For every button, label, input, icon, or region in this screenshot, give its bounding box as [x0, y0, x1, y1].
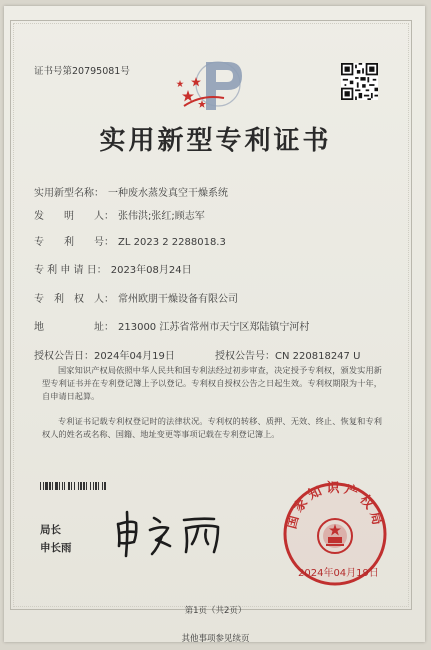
cnipa-logo-icon: [172, 54, 252, 116]
announcement-number-value: CN 220818247 U: [275, 351, 361, 362]
patentee-row: [34, 290, 238, 305]
utility-model-name-value: 一种废水蒸发真空干燥系统: [108, 188, 228, 199]
filing-date-row: [34, 261, 192, 276]
qr-code-icon: [341, 63, 378, 100]
inventor-row: [34, 207, 205, 222]
announcement-date-value: 2024年04月19日: [94, 351, 175, 362]
legal-status-paragraph: 专利证书记载专利权登记时的法律状况。专利权的转移、质押、无效、终止、恢复和专利权人的姓名或名称、国籍、地址变更等事项记载在专利登记簿上。: [42, 416, 382, 439]
utility-model-name-label: 实用新型名称：: [34, 188, 104, 199]
filing-date-label: 专 利 申 请 日：: [34, 265, 107, 276]
inventor-value: 张伟洪;张红;顾志军: [118, 211, 205, 222]
seal-text: 国家知识产权局: [284, 481, 386, 531]
certificate-number: 证书号第20795081号: [34, 66, 130, 77]
address-label: 地 址：: [34, 322, 114, 333]
inventor-label: 发 明 人：: [34, 211, 114, 222]
patent-number-label: 专 利 号：: [34, 237, 114, 248]
patentee-label: 专 利 权 人：: [34, 294, 114, 305]
announcement-date-label: 授权公告日：: [34, 351, 94, 362]
announcement-date-row: [34, 347, 175, 362]
utility-model-name-row: [34, 184, 228, 199]
signatory-name: 申长雨: [40, 542, 72, 554]
footer-note: 其他事项参见续页: [181, 634, 250, 644]
patentee-value: 常州欧朋干燥设备有限公司: [118, 294, 238, 305]
patent-number-row: [34, 233, 226, 248]
patent-number-value: ZL 2023 2 2288018.3: [118, 237, 226, 248]
handwritten-signature: [110, 506, 230, 558]
document-title: 实用新型专利证书: [99, 126, 332, 156]
signatory-title: 局长: [40, 524, 61, 536]
address-value: 213000 江苏省常州市天宁区郑陆镇宁河村: [118, 322, 310, 333]
page-number: 第1页（共2页）: [184, 606, 247, 616]
national-emblem-icon: [318, 519, 352, 553]
announcement-number-label: 授权公告号：: [215, 351, 275, 362]
announcement-number-row: [215, 347, 360, 362]
seal-date: 2024年04月19日: [298, 568, 379, 579]
grant-statement-paragraph: 国家知识产权局依照中华人民共和国专利法经过初步审查，决定授予专利权，颁发实用新型专利证书并在专利登记簿上予以登记。专利权自授权公告之日起生效。专利权期限为十年，自申请日起算。: [42, 365, 382, 401]
address-row: [34, 318, 309, 333]
filing-date-value: 2023年08月24日: [110, 265, 192, 276]
barcode-icon: [40, 482, 162, 490]
